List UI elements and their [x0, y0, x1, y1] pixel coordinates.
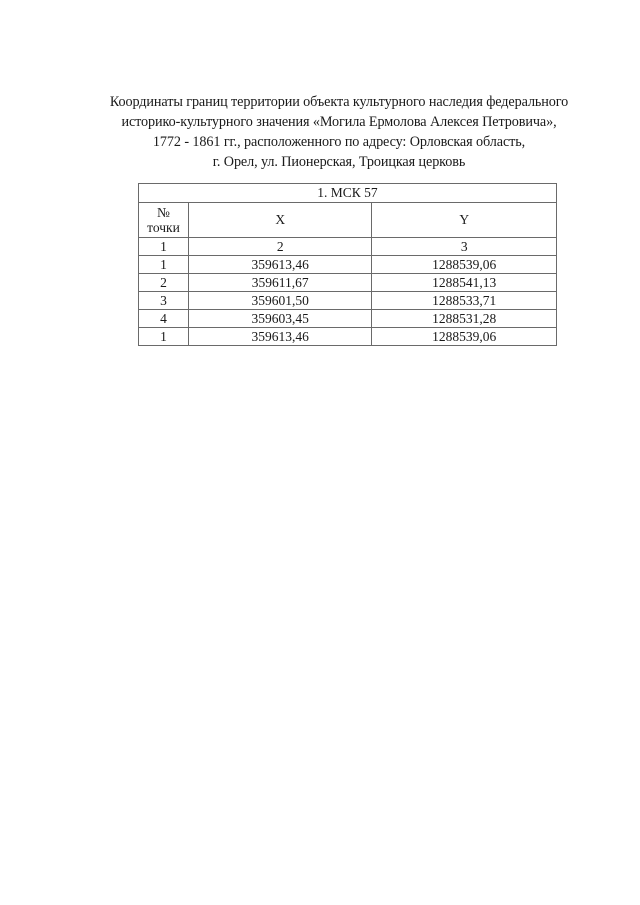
point-number-cell: 4: [139, 310, 189, 328]
table-row: [139, 328, 557, 346]
table-header-row: [139, 203, 557, 238]
table-row: [139, 292, 557, 310]
table-row: [139, 256, 557, 274]
point-number-cell: 2: [139, 274, 189, 292]
header-number-sign: №: [157, 205, 170, 220]
document-title: [40, 92, 638, 172]
y-coordinate-cell: 1288539,06: [372, 256, 557, 274]
header-y: Y: [372, 203, 557, 238]
title-line: г. Орел, ул. Пионерская, Троицкая церковь: [212, 154, 466, 170]
x-coordinate-cell: 359613,46: [188, 328, 372, 346]
point-number-cell: 1: [139, 328, 189, 346]
y-coordinate-cell: 1288541,13: [372, 274, 557, 292]
table-row: [139, 274, 557, 292]
point-number-cell: 1: [139, 256, 189, 274]
column-index-cell: 3: [372, 238, 557, 256]
title-line: 1772 - 1861 гг., расположенного по адресу: Орловская область,: [152, 134, 526, 150]
header-x: X: [188, 203, 372, 238]
column-index-cell: 2: [188, 238, 372, 256]
coordinates-table: [138, 183, 557, 346]
x-coordinate-cell: 359601,50: [188, 292, 372, 310]
y-coordinate-cell: 1288531,28: [372, 310, 557, 328]
y-coordinate-cell: 1288539,06: [372, 328, 557, 346]
header-point-word: точки: [147, 220, 180, 235]
coordinate-system-label: 1. МСК 57: [139, 184, 557, 203]
y-coordinate-cell: 1288533,71: [372, 292, 557, 310]
coordinate-system-row: [139, 184, 557, 203]
title-line: Координаты границ территории объекта культурного наследия федерального: [109, 94, 569, 110]
x-coordinate-cell: 359611,67: [188, 274, 372, 292]
x-coordinate-cell: 359603,45: [188, 310, 372, 328]
x-coordinate-cell: 359613,46: [188, 256, 372, 274]
title-line: историко-культурного значения «Могила Ермолова Алексея Петровича»,: [121, 114, 557, 130]
column-index-row: [139, 238, 557, 256]
header-point-number: [139, 203, 189, 238]
column-index-cell: 1: [139, 238, 189, 256]
table-row: [139, 310, 557, 328]
point-number-cell: 3: [139, 292, 189, 310]
